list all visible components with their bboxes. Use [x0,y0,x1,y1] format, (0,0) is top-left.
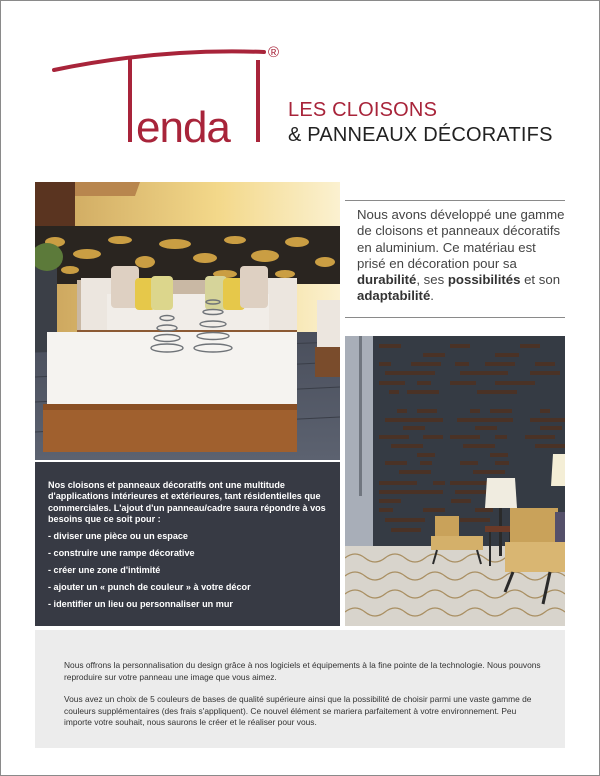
applications-box [35,462,340,626]
intro-text-2: , ses [416,272,448,288]
customization-paragraph-1: Nous offrons la personnalisation du design grâce à nos logiciels et équipements à la fine pointe de la technologie. Nous pouvons reproduire sur votre panneau une image que vous aimez. [64,660,541,682]
intro-text-3: et son [520,272,561,288]
intro-bold-possibilities: possibilités [447,272,521,288]
applications-item: - diviser une pièce ou un espace [48,530,188,541]
page-title [288,98,553,148]
terrace-photo [35,182,340,460]
interior-photo [345,336,565,626]
title-line-2: & PANNEAUX DÉCORATIFS [288,124,553,146]
applications-item: - créer une zone d'intimité [48,564,161,575]
intro-text-box [345,200,565,318]
tendal-logo [50,40,290,150]
logo-wordmark: enda [136,103,230,150]
applications-item: - ajouter un « punch de couleur » à votre décor [48,581,251,592]
registered-mark: ® [268,44,280,61]
terrace-image [35,182,340,460]
applications-list [48,531,330,611]
intro-bold-adaptability: adaptabilité [357,288,431,304]
applications-intro: Nos cloisons et panneaux décoratifs ont une multitude d'applications intérieures et extérieures, tant résidentielles que commerciales. L'ajout d'un panneau/cadre saura répondre à vos besoins que ce soit pour : [48,480,326,525]
tendal-logo-mark [50,40,290,150]
intro-bold-durability: durabilité [357,272,417,288]
interior-image [345,336,565,626]
applications-item: - identifier un lieu ou personnaliser un mur [48,599,233,609]
intro-text-end: . [430,288,434,304]
intro-text-1: Nous avons développé une gamme de cloisons et panneaux décoratifs en aluminium. Ce matériau est prisé en décoration pour sa [357,207,565,271]
customization-paragraph-2: Vous avez un choix de 5 couleurs de bases de qualité supérieure ainsi que la possibilité de choisir parmi une vaste gamme de couleurs supplémentaires (des frais s'appliquent). Ce nouvel élément se mariera parfaitement à votre environnement. Peu importe votre souhait, nous saurons le créer et le réaliser pour vous. [64,694,532,727]
customization-box [35,630,565,748]
applications-item: - construire une rampe décorative [48,547,195,558]
title-line-1: LES CLOISONS [288,99,438,121]
